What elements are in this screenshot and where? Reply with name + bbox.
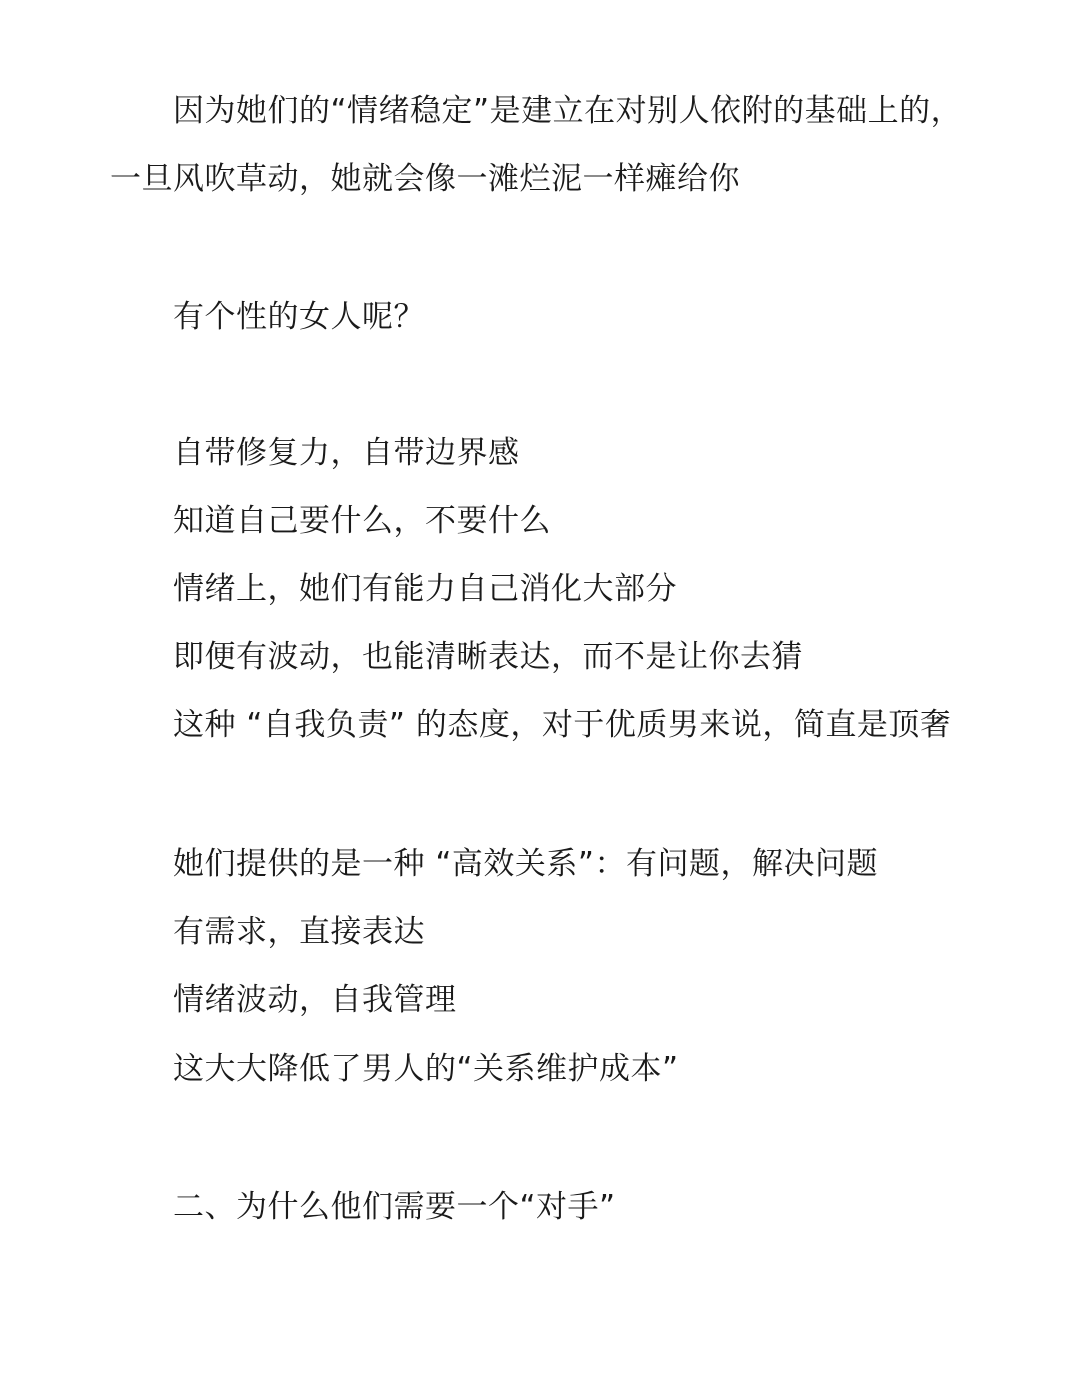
trait-line-4: 即便有波动，也能清晰表达，而不是让你去猜 [173,639,803,675]
intro-line-2: 一旦风吹草动，她就会像一滩烂泥一样瘫给你 [110,161,740,197]
trait-line-3: 情绪上，她们有能力自己消化大部分 [173,571,677,607]
trait-line-1: 自带修复力，自带边界感 [173,435,520,471]
relation-line-3: 情绪波动，自我管理 [173,982,457,1018]
intro-line-1: 因为她们的“情绪稳定”是建立在对别人依附的基础上的， [173,93,963,129]
relation-line-2: 有需求，直接表达 [173,914,425,950]
question-line: 有个性的女人呢？ [173,299,425,335]
trait-line-2: 知道自己要什么，不要什么 [173,503,551,539]
relation-line-4: 这大大降低了男人的“关系维护成本” [173,1051,679,1087]
section-heading: 二、为什么他们需要一个“对手” [173,1189,616,1225]
relation-line-1: 她们提供的是一种 “高效关系”：有问题，解决问题 [173,846,878,882]
trait-line-5: 这种 “自我负责” 的态度，对于优质男来说，简直是顶奢 [173,707,952,743]
